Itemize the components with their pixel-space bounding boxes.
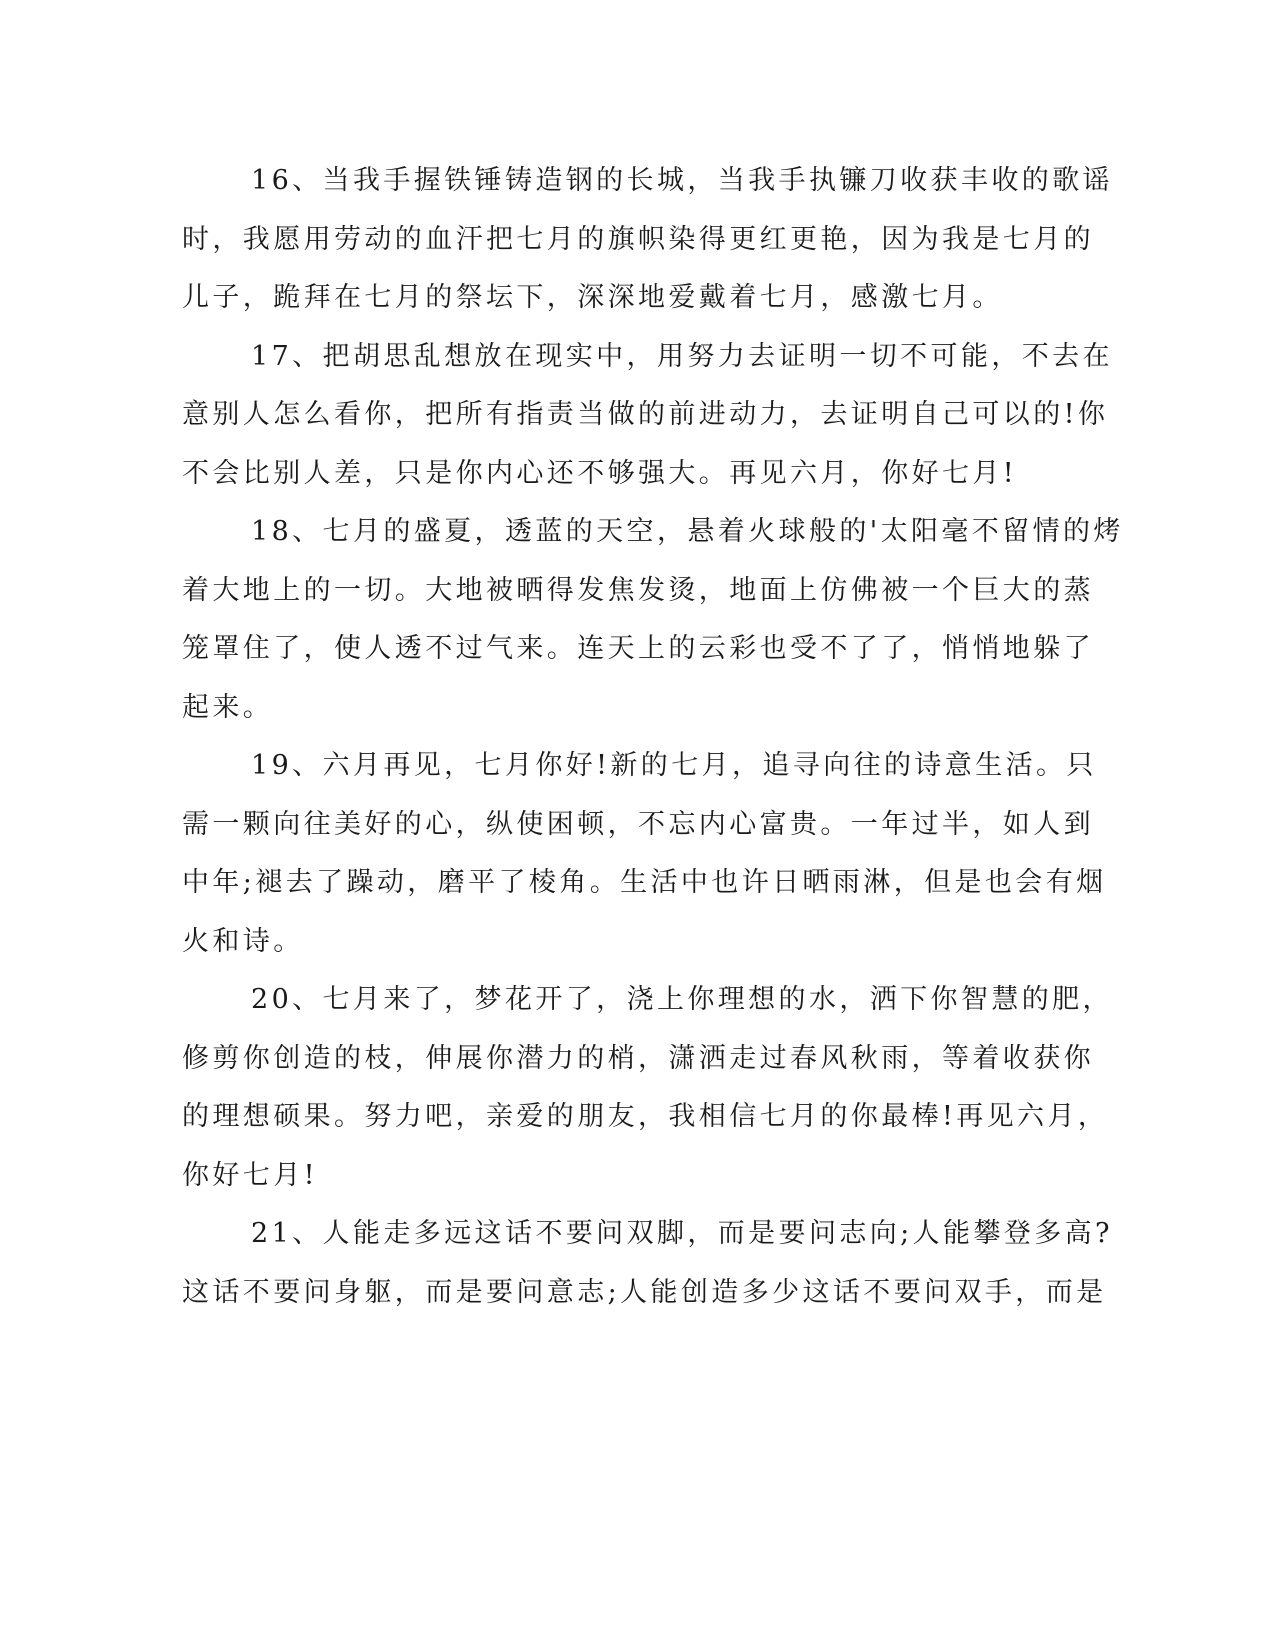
text-line: 21、人能走多远这话不要问双脚，而是要问志向;人能攀登多高? — [251, 1218, 1113, 1249]
text-line: 需一颗向往美好的心，纵使困顿，不忘内心富贵。一年过半，如人到 — [182, 808, 1094, 840]
text-line: 17、把胡思乱想放在现实中，用努力去证明一切不可能，不去在 — [251, 340, 1113, 372]
text-line: 的理想硕果。努力吧，亲爱的朋友，我相信七月的你最棒!再见六月， — [182, 1101, 1109, 1132]
paragraph-17 — [182, 328, 1113, 504]
text-line: 19、六月再见，七月你好!新的七月，追寻向往的诗意生活。只 — [251, 750, 1097, 781]
paragraph-18 — [182, 503, 1124, 737]
text-line: 这话不要问身躯，而是要问意志;人能创造多少这话不要问双手，而是 — [182, 1276, 1107, 1308]
text-line: 意别人怎么看你，把所有指责当做的前进动力，去证明自己可以的!你 — [182, 399, 1109, 430]
text-line: 不会比别人差，只是你内心还不够强大。再见六月，你好七月! — [182, 457, 1018, 489]
text-line: 你好七月! — [182, 1159, 318, 1191]
text-line: 起来。 — [182, 691, 274, 723]
text-line: 火和诗。 — [182, 925, 304, 957]
text-line: 儿子，跪拜在七月的祭坛下，深深地爱戴着七月，感激七月。 — [182, 282, 1003, 313]
paragraph-16 — [182, 152, 1113, 328]
text-line: 中年;褪去了躁动，磨平了棱角。生活中也许日晒雨淋，但是也会有烟 — [182, 867, 1107, 898]
text-line: 笼罩住了，使人透不过气来。连天上的云彩也受不了了，悄悄地躲了 — [182, 633, 1094, 664]
text-line: 时，我愿用劳动的血汗把七月的旗帜染得更红更艳，因为我是七月的 — [182, 223, 1094, 255]
text-line: 修剪你创造的枝，伸展你潜力的梢，潇洒走过春风秋雨，等着收获你 — [182, 1042, 1094, 1074]
document-body — [182, 152, 1124, 1322]
text-line: 20、七月来了，梦花开了，浇上你理想的水，洒下你智慧的肥， — [251, 984, 1113, 1015]
paragraph-21 — [182, 1205, 1113, 1322]
text-line: 16、当我手握铁锤铸造钢的长城，当我手执镰刀收获丰收的歌谣 — [251, 165, 1113, 196]
text-line: 18、七月的盛夏，透蓝的天空，悬着火球般的'太阳毫不留情的烤 — [251, 516, 1124, 547]
paragraph-19 — [182, 737, 1107, 971]
paragraph-20 — [182, 971, 1113, 1205]
text-line: 着大地上的一切。大地被晒得发焦发烫，地面上仿佛被一个巨大的蒸 — [182, 574, 1094, 606]
